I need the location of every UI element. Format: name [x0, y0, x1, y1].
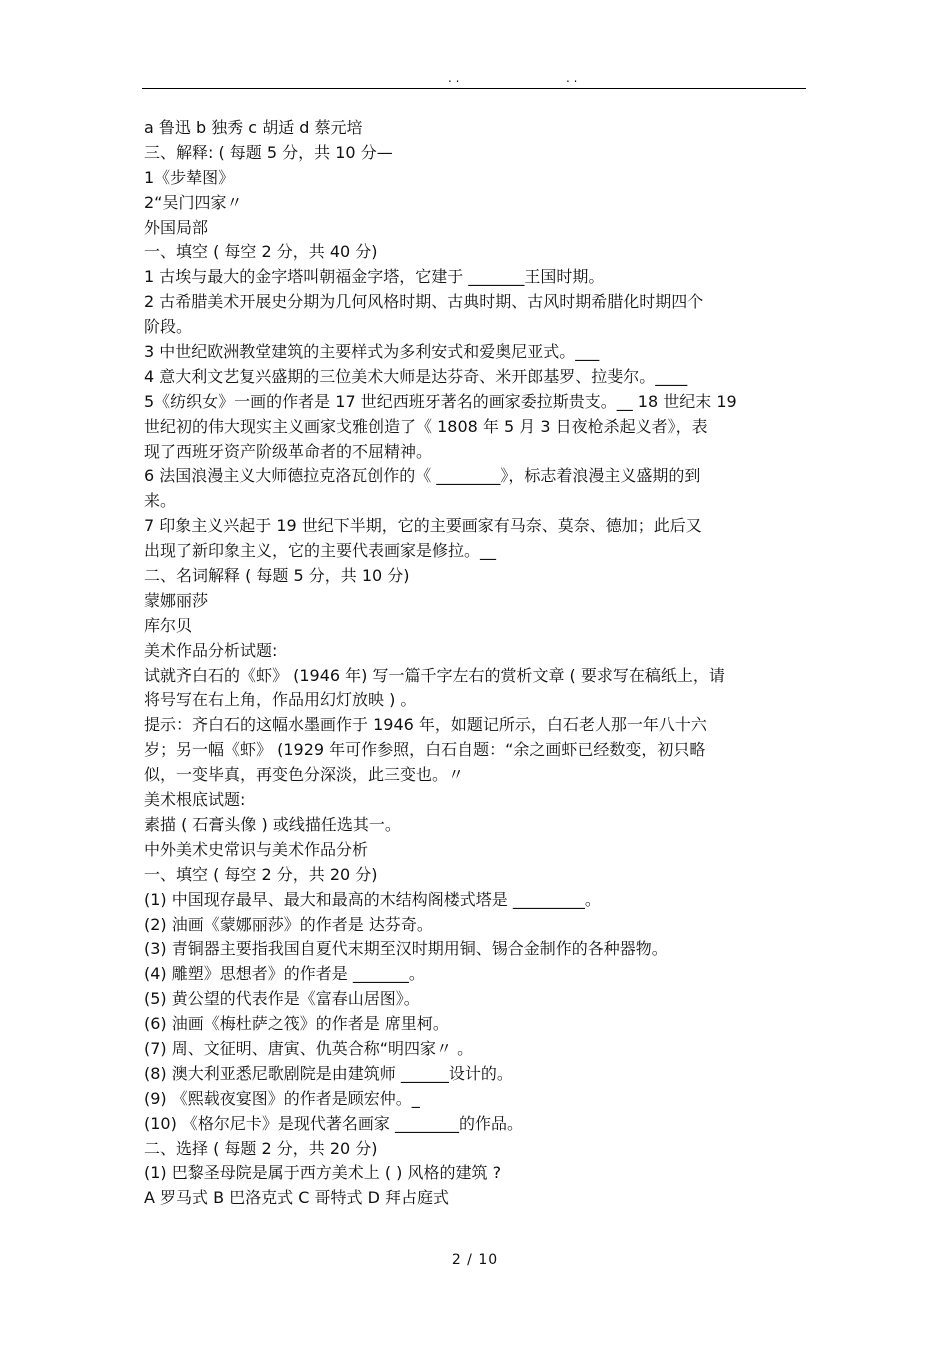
- question-line: (10) 《格尔尼卡》是现代著名画家 ________的作品。: [144, 1113, 524, 1133]
- text-line: 7 印象主义兴起于 19 世纪下半期，它的主要画家有马奈、莫奈、德加；此后又: [144, 516, 702, 536]
- question-line: (1) 中国现存最早、最大和最高的木结构阁楼式塔是 _________。: [144, 889, 601, 909]
- text-line: 试就齐白石的《虾》 (1946 年) 写一篇千字左右的赏析文章 ( 要求写在稿纸上，请: [144, 665, 725, 685]
- text-line: 2“吴门四家〃: [144, 192, 243, 212]
- header-rule: [142, 88, 806, 89]
- question-line: (8) 澳大利亚悉尼歌剧院是由建筑师 ______设计的。: [144, 1063, 513, 1083]
- text-line: a 鲁迅 b 独秀 c 胡适 d 蔡元培: [144, 118, 363, 137]
- text-line: 提示：齐白石的这幅水墨画作于 1946 年，如题记所示，白石老人那一年八十六: [144, 715, 707, 735]
- section-heading: 一、填空 ( 每空 2 分，共 40 分): [144, 242, 378, 262]
- header-dots-right: . .: [566, 71, 578, 85]
- text-line: 5《纺织女》一画的作者是 17 世纪西班牙著名的画家委拉斯贵支。__ 18 世纪末 19: [144, 391, 737, 411]
- question-line: (3) 青铜器主要指我国自夏代末期至汉时期用铜、锡合金制作的各种器物。: [144, 939, 668, 959]
- question-line: (2) 油画《蒙娜丽莎》的作者是 达芬奇。: [144, 914, 433, 934]
- text-line: 1 古埃与最大的金字塔叫朝福金字塔，它建于 _______王国时期。: [144, 267, 605, 287]
- question-line: (5) 黄公望的代表作是《富春山居图》。: [144, 989, 420, 1009]
- page-number: 2 / 10: [451, 1252, 499, 1268]
- text-line: 似，一变毕真，再变色分深淡，此三变也。〃: [144, 765, 465, 785]
- section-heading: 一、填空 ( 每空 2 分，共 20 分): [144, 864, 378, 884]
- section-heading: 美术根底试题:: [144, 790, 246, 810]
- section-heading: 二、选择 ( 每题 2 分，共 20 分): [144, 1138, 378, 1158]
- text-line: 6 法国浪漫主义大师德拉克洛瓦创作的《 ________》，标志着浪漫主义盛期的到: [144, 466, 701, 486]
- text-line: 库尔贝: [144, 615, 193, 635]
- question-line: (7) 周、文征明、唐寅、仇英合称“明四家〃 。: [144, 1038, 474, 1058]
- text-line: 2 古希腊美术开展史分期为几何风格时期、古典时期、古风时期希腊化时期四个: [144, 292, 704, 312]
- text-line: 3 中世纪欧洲教堂建筑的主要样式为多利安式和爱奥尼亚式。___: [144, 342, 600, 362]
- question-line: (6) 油画《梅杜萨之筏》的作者是 席里柯。: [144, 1014, 449, 1034]
- text-line: 世纪初的伟大现实主义画家戈雅创造了《 1808 年 5 月 3 日夜枪杀起义者》，表: [144, 416, 708, 436]
- header-dots-left: . .: [448, 71, 460, 85]
- section-heading: 二、名词解释 ( 每题 5 分，共 10 分): [144, 566, 410, 586]
- text-line: 将号写在右上角，作品用幻灯放映 ) 。: [144, 690, 417, 710]
- document-body: [144, 116, 808, 1211]
- text-line: 蒙娜丽莎: [144, 590, 209, 610]
- answer-options: A 罗马式 B 巴洛克式 C 哥特式 D 拜占庭式: [144, 1188, 450, 1208]
- text-line: 4 意大利文艺复兴盛期的三位美术大师是达芬奇、米开郎基罗、拉斐尔。____: [144, 366, 688, 386]
- question-line: (1) 巴黎圣母院是属于西方美术上 ( ) 风格的建筑 ?: [144, 1163, 502, 1183]
- text-line: 三、解释: ( 每题 5 分，共 10 分—: [144, 142, 393, 162]
- question-line: (4) 雕塑》思想者》的作者是 _______。: [144, 964, 425, 984]
- text-line: 素描 ( 石膏头像 ) 或线描任选其一。: [144, 814, 401, 834]
- section-heading: 美术作品分析试题:: [144, 640, 278, 660]
- page-header-dots: [0, 72, 950, 84]
- text-line: 阶段。: [144, 317, 193, 337]
- text-line: 现了西班牙资产阶级革命者的不屈精神。: [144, 441, 433, 461]
- text-line: 出现了新印象主义，它的主要代表画家是修拉。__: [144, 541, 497, 561]
- section-heading: 中外美术史常识与美术作品分析: [144, 839, 369, 859]
- question-line: (9) 《熙载夜宴图》的作者是顾宏仲。_: [144, 1088, 420, 1108]
- text-line: 岁；另一幅《虾》 (1929 年可作参照，白石自题：“余之画虾已经数变，初只略: [144, 740, 706, 760]
- section-heading: 外国局部: [144, 217, 209, 237]
- text-line: 1《步辇图》: [144, 167, 235, 187]
- text-line: 来。: [144, 491, 177, 511]
